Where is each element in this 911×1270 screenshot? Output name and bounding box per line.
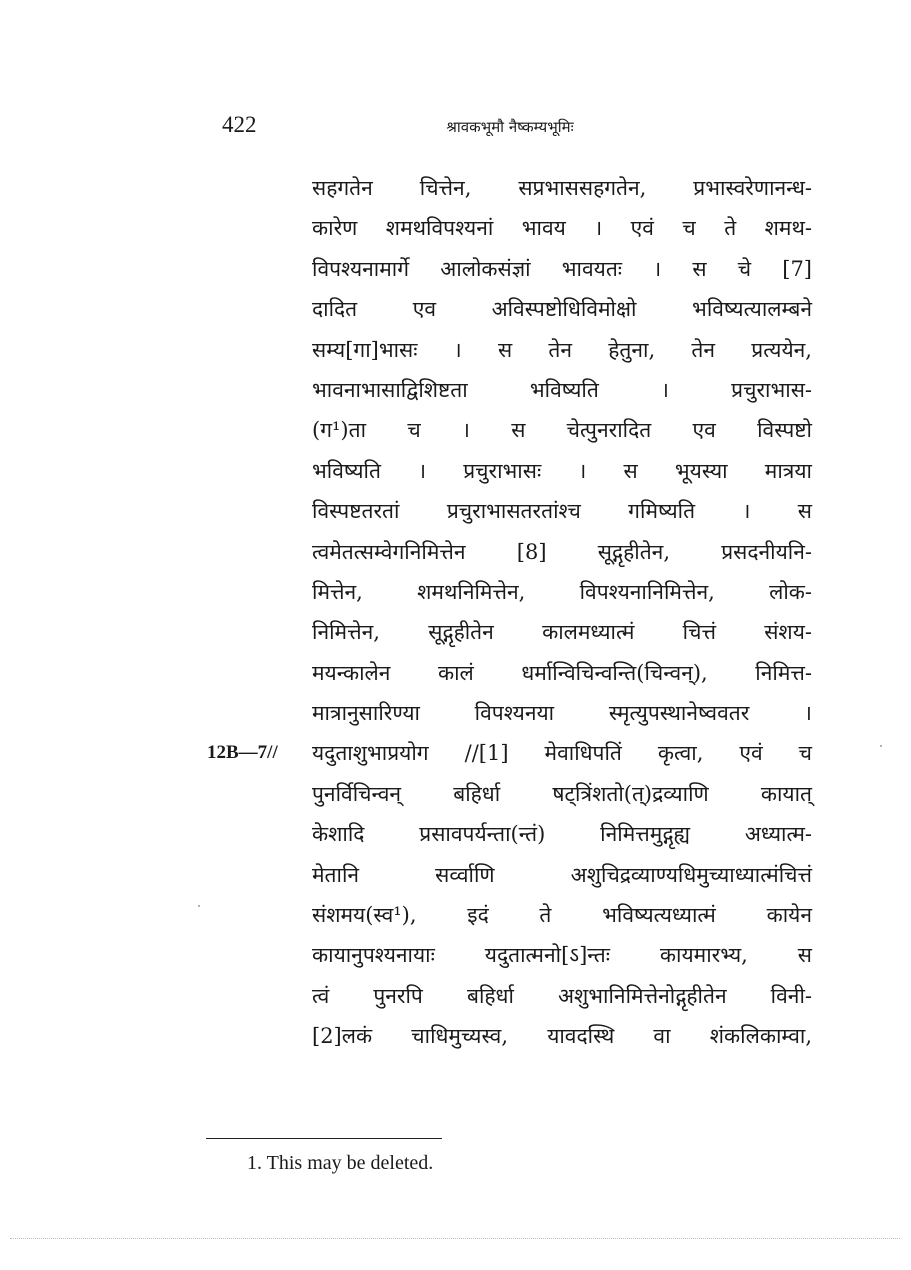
text-line-content: सहगतेन चित्तेन, सप्रभाससहगतेन, प्रभास्वरेणानन्ध- [312, 176, 812, 200]
scan-speck [880, 745, 882, 747]
running-head: श्रावकभूमौ नैष्कम्यभूमिः [446, 118, 574, 136]
scan-edge-artifact [10, 1238, 900, 1239]
text-line-content: भावनाभासाद्विशिष्टता भविष्यति । प्रचुराभास- [312, 377, 812, 402]
text-line-content: मेतानि सर्व्वाणि अशुचिद्रव्याण्यधिमुच्याध्यात्मंचित्तं [312, 862, 812, 887]
text-line-content: विस्पष्टतरतां प्रचुराभासतरतांश्च गमिष्यति । स [312, 499, 812, 524]
text-line-content: त्वमेतत्सम्वेगनिमित्तेन [8] सूद्गृहीतेन, प्रसदनीयनि- [312, 539, 812, 564]
main-text-block [207, 168, 812, 1057]
footnote: 1. This may be deleted. [247, 1152, 434, 1174]
text-line-content: कायानुपश्यनायाः यदुतात्मनो[ऽ]न्तः कायमारभ्य, स [312, 943, 812, 968]
text-line-content: निमित्तेन, सूद्गृहीतेन कालमध्यात्मं चित्तं संशय- [312, 620, 812, 645]
text-line-content: यदुताशुभाप्रयोग //[1] मेवाधिपतिं कृत्वा, एवं च [312, 741, 812, 766]
text-line [312, 976, 812, 1016]
text-line [312, 572, 812, 612]
footnote-rule [206, 1138, 442, 1139]
text-line-content: मात्रानुसारिण्या विपश्यनया स्मृत्युपस्थानेष्ववतर । [312, 701, 812, 726]
text-line [312, 855, 812, 895]
text-line [312, 370, 812, 410]
text-line-content: भविष्यति । प्रचुराभासः । स भूयस्या मात्रया [312, 458, 812, 483]
text-line [312, 935, 812, 975]
text-line [312, 451, 812, 491]
scan-speck [198, 905, 200, 907]
text-line [312, 895, 812, 935]
text-line-content: दादित एव अविस्पष्टोधिविमोक्षो भविष्यत्यालम्बने [312, 297, 812, 322]
text-line [207, 733, 812, 773]
text-line [312, 774, 812, 814]
text-line-content: मयन्कालेन कालं धर्मान्विचिन्वन्ति(चिन्वन्), निमित्त- [312, 660, 812, 685]
text-line [312, 1016, 812, 1056]
text-line [312, 693, 812, 733]
text-line [312, 289, 812, 329]
text-line [312, 653, 812, 693]
folio-margin-note: 12B—7// [207, 742, 278, 764]
text-line-content: सम्य[गा]भासः । स तेन हेतुना, तेन प्रत्ययेन, [312, 337, 812, 362]
text-line-content: पुनर्विचिन्वन् बहिर्धा षट्त्रिंशतो(त्)द्रव्याणि कायात् [312, 781, 812, 806]
text-line-content: त्वं पुनरपि बहिर्धा अशुभानिमित्तेनोद्गृहीतेन विनी- [312, 983, 812, 1008]
text-line-content: (ग¹)ता च । स चेत्पुनरादित एव विस्पष्टो [312, 418, 812, 443]
text-line-content: [2]लकं चाधिमुच्यस्व, यावदस्थि वा शंकलिकाम्वा, [312, 1024, 812, 1049]
text-line [312, 532, 812, 572]
page-number: 422 [222, 112, 257, 137]
text-line-content: संशमय(स्व¹), इदं ते भविष्यत्यध्यात्मं कायेन [312, 903, 812, 928]
text-line [312, 249, 812, 289]
text-line [312, 330, 812, 370]
text-line-content: केशादि प्रसावपर्यन्ता(न्तं) निमित्तमुद्गृह्य अध्यात्म- [312, 822, 812, 847]
text-line [312, 491, 812, 531]
text-line [312, 410, 812, 450]
text-line [312, 168, 812, 208]
text-line-content: मित्तेन, शमथनिमित्तेन, विपश्यनानिमित्तेन, लोक- [312, 579, 812, 604]
text-line [312, 208, 812, 248]
text-line-content: विपश्यनामार्गे आलोकसंज्ञां भावयतः । स चे [7] [312, 256, 812, 281]
text-line [312, 612, 812, 652]
text-line-content: कारेण शमथविपश्यनां भावय । एवं च ते शमथ- [312, 216, 812, 241]
text-line [312, 814, 812, 854]
